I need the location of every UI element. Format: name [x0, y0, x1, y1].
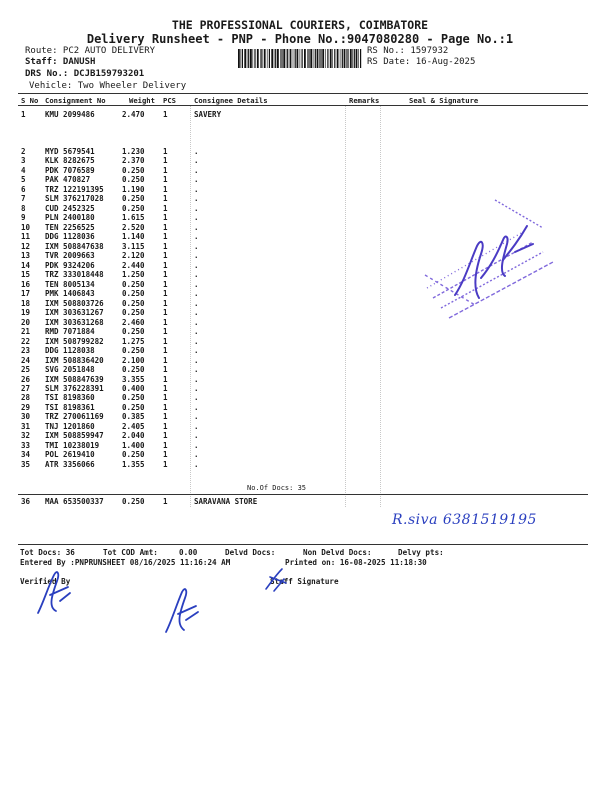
cell-consignment: SLM 376217028 [45, 194, 104, 204]
table-row [0, 460, 600, 469]
cell-pcs: 1 [163, 279, 168, 289]
cell-weight: 2.520 [122, 222, 145, 232]
cell-consignee: . [194, 317, 199, 327]
cell-sno: 10 [21, 222, 31, 232]
cell-pcs: 1 [163, 308, 168, 318]
cell-consignee: . [194, 222, 199, 232]
cell-consignee: SAVERY [194, 110, 222, 119]
no-of-docs: No.Of Docs: 35 [247, 484, 307, 492]
cell-consignment: SVG 2051848 [45, 365, 95, 375]
cell-consignee: . [194, 260, 199, 270]
cell-pcs: 1 [163, 270, 168, 280]
cell-consignee: . [194, 184, 199, 194]
cell-pcs: 1 [163, 346, 168, 356]
cell-consignee: . [194, 289, 199, 299]
cell-sno: 21 [21, 327, 31, 337]
delvd-docs: Delvd Docs: [225, 548, 276, 557]
cell-sno: 16 [21, 279, 31, 289]
cell-weight: 1.275 [122, 336, 145, 346]
table-row [0, 384, 600, 393]
cell-pcs: 1 [163, 336, 168, 346]
cell-pcs: 1 [163, 147, 168, 156]
cell-consignment: PAK 470827 [45, 175, 91, 185]
cell-pcs: 1 [163, 440, 168, 450]
table-row [0, 412, 600, 421]
cell-pcs: 1 [163, 289, 168, 299]
cell-consignment: IXM 303631267 [45, 308, 104, 318]
table-row [0, 375, 600, 384]
cell-sno: 28 [21, 393, 31, 403]
cell-pcs: 1 [163, 260, 168, 270]
cell-weight: 1.140 [122, 232, 145, 242]
vehicle-label: Vehicle: Two Wheeler Delivery [29, 81, 187, 91]
table-row [0, 147, 600, 156]
cell-consignee: . [194, 327, 199, 337]
cell-weight: 0.250 [122, 497, 145, 506]
col-weight: Weight [129, 96, 155, 105]
cell-sno: 20 [21, 317, 31, 327]
verifier-signature [30, 565, 75, 620]
cell-weight: 2.370 [122, 156, 145, 166]
cell-consignee: . [194, 440, 199, 450]
cell-sno: 15 [21, 270, 31, 280]
cell-consignee: . [194, 431, 199, 441]
cell-weight: 0.250 [122, 194, 145, 204]
cell-sno: 14 [21, 260, 31, 270]
cell-consignee: . [194, 412, 199, 422]
cell-weight: 1.230 [122, 147, 145, 156]
runsheet-subtitle: Delivery Runsheet - PNP - Phone No.:9047080280 - Page No.:1 [86, 32, 514, 46]
cell-weight: 2.100 [122, 355, 145, 365]
cell-pcs: 1 [163, 384, 168, 393]
tot-cod-label: Tot COD Amt: [103, 548, 158, 557]
cell-consignee: . [194, 384, 199, 393]
col-remarks: Remarks [349, 96, 380, 105]
cell-sno: 33 [21, 440, 31, 450]
cell-sno: 5 [21, 175, 26, 185]
route-label: Route: PC2 AUTO DELIVERY [25, 46, 156, 56]
cell-consignee: . [194, 459, 199, 469]
cell-weight: 0.250 [122, 346, 145, 356]
company-title: THE PROFESSIONAL COURIERS, COIMBATORE [171, 18, 429, 32]
cell-weight: 3.115 [122, 241, 145, 251]
cell-sno: 30 [21, 412, 31, 422]
cell-weight: 2.120 [122, 251, 145, 261]
cell-consignee: . [194, 270, 199, 280]
staff-signature-scribble [262, 565, 292, 595]
cell-pcs: 1 [163, 421, 168, 431]
cell-consignee: . [194, 421, 199, 431]
cell-sno: 11 [21, 232, 31, 242]
cell-sno: 13 [21, 251, 31, 261]
cell-sno: 23 [21, 346, 31, 356]
cell-consignment: KMU 2099486 [45, 110, 95, 119]
cell-pcs: 1 [163, 194, 168, 204]
cell-weight: 0.250 [122, 165, 145, 175]
cell-consignment: POL 2619410 [45, 450, 95, 460]
cell-consignee: . [194, 156, 199, 166]
table-row [0, 110, 600, 119]
delvy-pts: Delvy pts: [398, 548, 444, 557]
cell-consignee: . [194, 355, 199, 365]
cell-consignment: TVR 2009663 [45, 251, 95, 261]
cell-consignee: . [194, 374, 199, 384]
barcode-image [238, 49, 362, 68]
cell-weight: 0.250 [122, 203, 145, 213]
table-row [0, 431, 600, 440]
cell-sno: 34 [21, 450, 31, 460]
cell-consignment: MAA 653500337 [45, 497, 104, 506]
table-row [0, 156, 600, 165]
cell-sno: 22 [21, 336, 31, 346]
cell-consignment: RMD 7071884 [45, 327, 95, 337]
cell-consignee: . [194, 213, 199, 223]
cell-consignment: IXM 508859947 [45, 431, 104, 441]
table-row [0, 356, 600, 365]
cell-sno: 1 [21, 110, 26, 119]
col-sno: S No [21, 96, 39, 105]
tot-cod-value: 0.00 [179, 548, 198, 557]
cell-weight: 0.250 [122, 450, 145, 460]
cell-pcs: 1 [163, 450, 168, 460]
tot-docs: Tot Docs: 36 [20, 548, 75, 557]
cell-consignee: . [194, 279, 199, 289]
cell-weight: 0.250 [122, 289, 145, 299]
handwritten-signature [160, 580, 205, 638]
cell-consignment: TMI 10238019 [45, 440, 100, 450]
cell-pcs: 1 [163, 241, 168, 251]
verified-by: Verified By [20, 577, 71, 586]
table-row [0, 166, 600, 175]
cell-consignee: . [194, 194, 199, 204]
cell-pcs: 1 [163, 317, 168, 327]
cell-consignee: . [194, 165, 199, 175]
cell-consignment: IXM 508847638 [45, 241, 104, 251]
entered-by: Entered By :PNPRUNSHEET 08/16/2025 11:16:24 AM [20, 558, 231, 567]
cell-sno: 3 [21, 156, 26, 166]
cell-weight: 2.440 [122, 260, 145, 270]
cell-sno: 36 [21, 497, 31, 506]
cell-weight: 2.040 [122, 431, 145, 441]
cell-consignment: TSI 8198360 [45, 393, 95, 403]
cell-consignment: IXM 508803726 [45, 298, 104, 308]
cell-weight: 0.250 [122, 327, 145, 337]
cell-consignee: . [194, 175, 199, 185]
table-row [0, 403, 600, 412]
cell-consignee: . [194, 393, 199, 403]
cell-pcs: 1 [163, 431, 168, 441]
cell-weight: 1.190 [122, 184, 145, 194]
cell-pcs: 1 [163, 412, 168, 422]
cell-consignee: . [194, 450, 199, 460]
cell-pcs: 1 [163, 175, 168, 185]
table-row [0, 346, 600, 355]
cell-weight: 2.405 [122, 421, 145, 431]
cell-pcs: 1 [163, 365, 168, 375]
cell-sno: 9 [21, 213, 26, 223]
rs-date: RS Date: 16-Aug-2025 [367, 57, 476, 67]
cell-sno: 8 [21, 203, 26, 213]
table-row [0, 422, 600, 431]
cell-consignee: . [194, 336, 199, 346]
cell-sno: 26 [21, 374, 31, 384]
cell-consignment: PLN 2400180 [45, 213, 95, 223]
cell-consignment: ATR 3356066 [45, 459, 95, 469]
col-pcs: PCS [163, 96, 176, 105]
cell-weight: 1.615 [122, 213, 145, 223]
cell-sno: 32 [21, 431, 31, 441]
cell-sno: 2 [21, 147, 26, 156]
cell-sno: 7 [21, 194, 26, 204]
cell-consignment: TRZ 270061169 [45, 412, 104, 422]
cell-pcs: 1 [163, 203, 168, 213]
col-seal-signature: Seal & Signature [409, 96, 479, 105]
cell-consignee: . [194, 241, 199, 251]
cell-pcs: 1 [163, 232, 168, 242]
cell-consignee: . [194, 147, 199, 156]
cell-consignment: IXM 508847639 [45, 374, 104, 384]
cell-sno: 6 [21, 184, 26, 194]
cell-consignee: . [194, 298, 199, 308]
cell-consignment: CUD 2452325 [45, 203, 95, 213]
cell-weight: 0.250 [122, 365, 145, 375]
seal-stamp [415, 180, 575, 335]
cell-pcs: 1 [163, 213, 168, 223]
cell-consignment: TEN 2256525 [45, 222, 95, 232]
cell-weight: 2.460 [122, 317, 145, 327]
cell-pcs: 1 [163, 327, 168, 337]
cell-consignee: . [194, 232, 199, 242]
table-header-rule [18, 105, 588, 106]
table-row [0, 497, 600, 506]
cell-consignment: IXM 303631268 [45, 317, 104, 327]
cell-sno: 25 [21, 365, 31, 375]
cell-consignee: . [194, 346, 199, 356]
cell-consignee: . [194, 251, 199, 261]
cell-pcs: 1 [163, 251, 168, 261]
cell-pcs: 1 [163, 165, 168, 175]
cell-sno: 29 [21, 402, 31, 412]
cell-consignment: PMK 1406843 [45, 289, 95, 299]
cell-consignee: . [194, 203, 199, 213]
cell-consignment: PDK 7076589 [45, 165, 95, 175]
cell-consignment: IXM 508799282 [45, 336, 104, 346]
cell-weight: 0.250 [122, 402, 145, 412]
table-row [0, 337, 600, 346]
handwritten-phone-note: R.siva 6381519195 [392, 512, 537, 528]
table-mid-rule [18, 494, 588, 495]
cell-consignee: . [194, 402, 199, 412]
footer-top-rule [18, 544, 588, 545]
cell-pcs: 1 [163, 459, 168, 469]
table-row [0, 393, 600, 402]
cell-sno: 35 [21, 459, 31, 469]
cell-weight: 0.250 [122, 175, 145, 185]
cell-consignee: SARAVANA STORE [194, 497, 258, 506]
col-consignee: Consignee Details [194, 96, 268, 105]
cell-pcs: 1 [163, 298, 168, 308]
cell-weight: 1.355 [122, 459, 145, 469]
cell-consignment: TNJ 1201860 [45, 421, 95, 431]
cell-consignment: SLM 376228391 [45, 384, 104, 393]
cell-sno: 18 [21, 298, 31, 308]
cell-sno: 17 [21, 289, 31, 299]
cell-weight: 0.250 [122, 308, 145, 318]
cell-pcs: 1 [163, 355, 168, 365]
cell-sno: 4 [21, 165, 26, 175]
cell-consignment: IXM 508836420 [45, 355, 104, 365]
cell-consignment: DDG 1128038 [45, 346, 95, 356]
staff-signature-label: Staff Signature [270, 577, 339, 586]
cell-consignment: DDG 1128036 [45, 232, 95, 242]
table-top-rule [18, 93, 588, 94]
table-row [0, 365, 600, 374]
cell-pcs: 1 [163, 222, 168, 232]
cell-consignment: PDK 9324206 [45, 260, 95, 270]
cell-sno: 12 [21, 241, 31, 251]
cell-consignment: TRZ 122191395 [45, 184, 104, 194]
cell-weight: 1.400 [122, 440, 145, 450]
cell-consignment: TSI 8198361 [45, 402, 95, 412]
cell-weight: 0.250 [122, 393, 145, 403]
cell-consignee: . [194, 308, 199, 318]
table-row [0, 450, 600, 459]
cell-weight: 0.250 [122, 279, 145, 289]
printed-on: Printed on: 16-08-2025 11:18:30 [285, 558, 427, 567]
rs-number: RS No.: 1597932 [367, 46, 449, 56]
cell-consignment: TEN 8005134 [45, 279, 95, 289]
drs-number: DRS No.: DCJB159793201 [25, 69, 145, 79]
cell-sno: 31 [21, 421, 31, 431]
cell-weight: 2.470 [122, 110, 145, 119]
cell-pcs: 1 [163, 184, 168, 194]
cell-weight: 1.250 [122, 270, 145, 280]
non-delvd-docs: Non Delvd Docs: [303, 548, 372, 557]
cell-consignment: KLK 8282675 [45, 156, 95, 166]
cell-sno: 19 [21, 308, 31, 318]
cell-weight: 3.355 [122, 374, 145, 384]
staff-label: Staff: DANUSH [25, 57, 96, 67]
cell-weight: 0.400 [122, 384, 145, 393]
cell-weight: 0.250 [122, 298, 145, 308]
cell-pcs: 1 [163, 374, 168, 384]
cell-pcs: 1 [163, 110, 168, 119]
cell-pcs: 1 [163, 402, 168, 412]
col-consignment: Consignment No [45, 96, 106, 105]
cell-consignee: . [194, 365, 199, 375]
table-row [0, 441, 600, 450]
cell-sno: 24 [21, 355, 31, 365]
cell-weight: 0.385 [122, 412, 145, 422]
cell-pcs: 1 [163, 156, 168, 166]
cell-pcs: 1 [163, 393, 168, 403]
cell-consignment: MYD 5679541 [45, 147, 95, 156]
cell-sno: 27 [21, 384, 31, 393]
cell-pcs: 1 [163, 497, 168, 506]
cell-consignment: TRZ 333018448 [45, 270, 104, 280]
